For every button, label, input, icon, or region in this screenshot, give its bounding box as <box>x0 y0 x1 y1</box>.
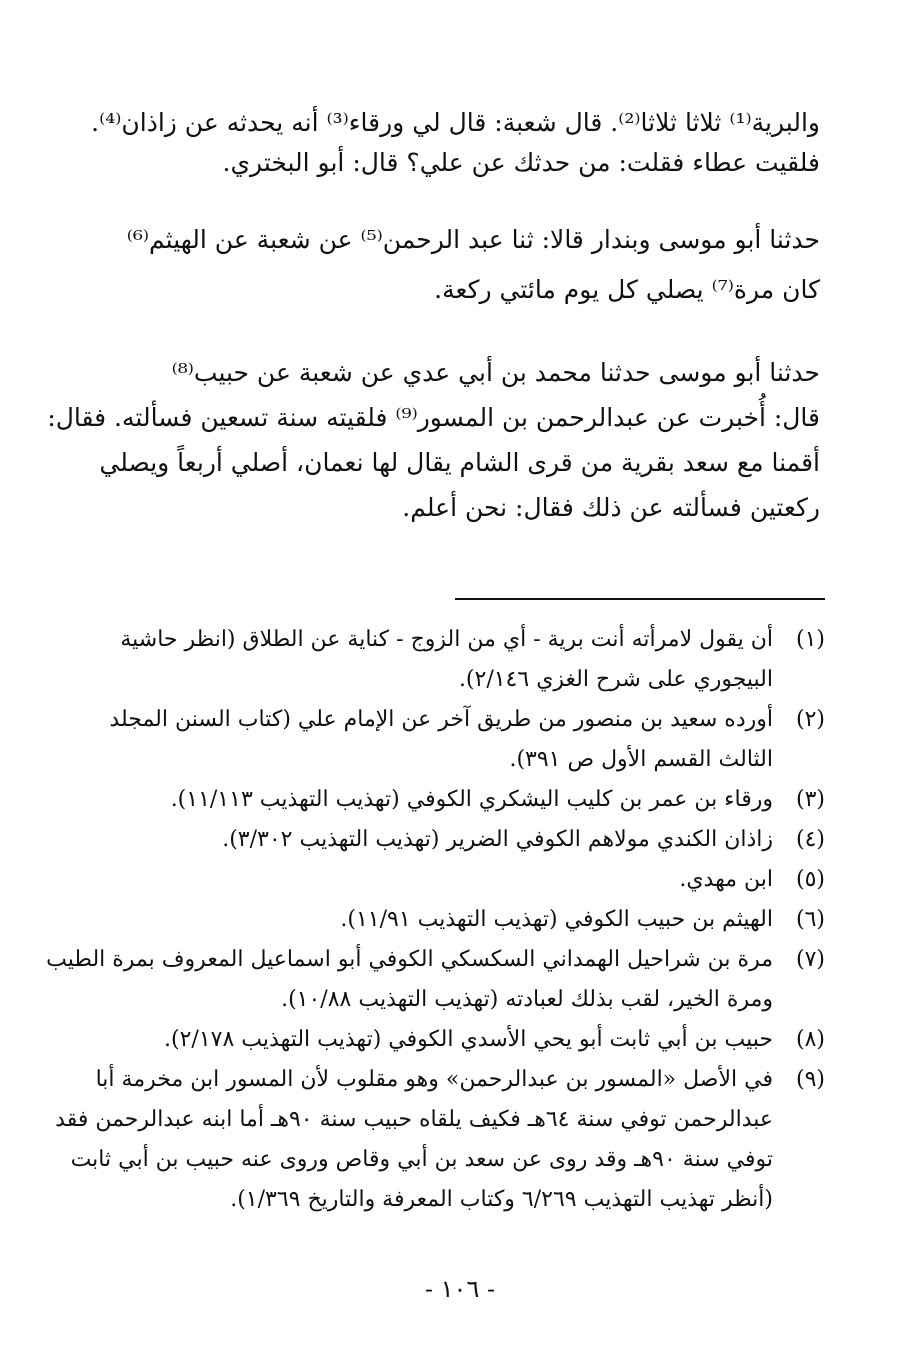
footnote-text <box>105 900 773 940</box>
footnote-line: البيجوري على شرح الغزي ٢/١٤٦). <box>458 667 773 692</box>
footnote-5 <box>105 860 825 900</box>
footnote-number: (٩) <box>795 1067 825 1092</box>
footnote-line: (أنظر تهذيب التهذيب ٦/٢٦٩ وكتاب المعرفة والتاريخ ١/٣٦٩). <box>230 1187 773 1212</box>
text-line: قال: أُخبرت عن عبدالرحمن بن المسور⁽⁹⁾ فلقيته سنة تسعين فسألته. فقال: <box>47 403 820 432</box>
footnote-9 <box>55 1060 825 1220</box>
footnote-number: (٤) <box>795 827 825 852</box>
footnote-text <box>105 780 773 820</box>
footnote-text <box>105 1020 773 1060</box>
footnote-number: (١) <box>795 627 825 652</box>
footnote-number: (٢) <box>795 707 825 732</box>
text-line: فلقيت عطاء فقلت: من حدثك عن علي؟ قال: أبو البختري. <box>222 148 820 177</box>
footnote-line: حبيب بن أبي ثابت أبو يحي الأسدي الكوفي (تهذيب التهذيب ٢/١٧٨). <box>164 1027 773 1052</box>
footnote-line: في الأصل «المسور بن عبدالرحمن» وهو مقلوب لأن المسور ابن مخرمة أبا <box>95 1067 773 1092</box>
footnote-number: (٦) <box>795 907 825 932</box>
footnote-text <box>105 860 773 900</box>
paragraph-2 <box>100 215 820 315</box>
footnote-text <box>105 620 773 700</box>
text-line: والبرية⁽¹⁾ ثلاثا ثلاثا⁽²⁾. قال شعبة: قال لي ورقاء⁽³⁾ أنه يحدثه عن زاذان⁽⁴⁾. <box>91 108 820 137</box>
footnote-7 <box>46 940 825 1020</box>
footnotes <box>46 620 825 1220</box>
footnote-line: أن يقول لامرأته أنت برية - أي من الزوج - كناية عن الطلاق (انظر حاشية <box>120 627 773 652</box>
footnote-text <box>105 700 773 780</box>
footnote-number: (٧) <box>795 947 825 972</box>
footnote-line: عبدالرحمن توفي سنة ٦٤هـ فكيف يلقاه حبيب سنة ٩٠هـ أما ابنه عبدالرحمن فقد <box>55 1107 773 1132</box>
footnote-text <box>55 1060 773 1220</box>
footnote-8 <box>105 1020 825 1060</box>
footnote-line: الهيثم بن حبيب الكوفي (تهذيب التهذيب ١١/٩١). <box>340 907 773 932</box>
text-line: حدثنا أبو موسى وبندار قالا: ثنا عبد الرحمن⁽⁵⁾ عن شعبة عن الهيثم⁽⁶⁾ <box>126 225 820 254</box>
footnote-line: ومرة الخير، لقب بذلك لعبادته (تهذيب التهذيب ١٠/٨٨). <box>281 987 773 1012</box>
footnote-4 <box>105 820 825 860</box>
text-line: حدثنا أبو موسى حدثنا محمد بن أبي عدي عن شعبة عن حبيب⁽⁸⁾ <box>171 358 820 387</box>
footnote-line: ورقاء بن عمر بن كليب اليشكري الكوفي (تهذيب التهذيب ١١/١١٣). <box>170 787 773 812</box>
text-line: كان مرة⁽⁷⁾ يصلي كل يوم مائتي ركعة. <box>434 275 820 304</box>
footnote-line: مرة بن شراحيل الهمداني السكسكي الكوفي أبو اسماعيل المعروف بمرة الطيب <box>46 947 773 972</box>
text-line: ركعتين فسألته عن ذلك فقال: نحن أعلم. <box>402 493 820 522</box>
text-line: أقمنا مع سعد بقرية من قرى الشام يقال لها نعمان، أصلي أربعاً ويصلي <box>99 448 820 477</box>
paragraph-1 <box>91 103 820 183</box>
page-number: - ١٠٦ - <box>424 1275 496 1303</box>
footnote-line: الثالث القسم الأول ص ٣٩١). <box>509 747 773 772</box>
footnote-line: توفي سنة ٩٠هـ وقد روى عن سعد بن أبي وقاص وروى عنه حبيب بن أبي ثابت <box>70 1147 773 1172</box>
footnote-line: ابن مهدي. <box>679 867 773 892</box>
footnote-number: (٥) <box>795 867 825 892</box>
footnote-2 <box>105 700 825 780</box>
paragraph-3 <box>47 350 820 530</box>
footnote-number: (٨) <box>795 1027 825 1052</box>
footnote-text <box>46 940 773 1020</box>
footnote-number: (٣) <box>795 787 825 812</box>
footnote-3 <box>105 780 825 820</box>
footnote-line: أورده سعيد بن منصور من طريق آخر عن الإمام علي (كتاب السنن المجلد <box>109 707 773 732</box>
footnote-separator <box>455 598 825 600</box>
footnote-6 <box>105 900 825 940</box>
footnote-text <box>105 820 773 860</box>
footnote-line: زاذان الكندي مولاهم الكوفي الضرير (تهذيب التهذيب ٣/٣٠٢). <box>222 827 773 852</box>
footnote-1 <box>105 620 825 700</box>
